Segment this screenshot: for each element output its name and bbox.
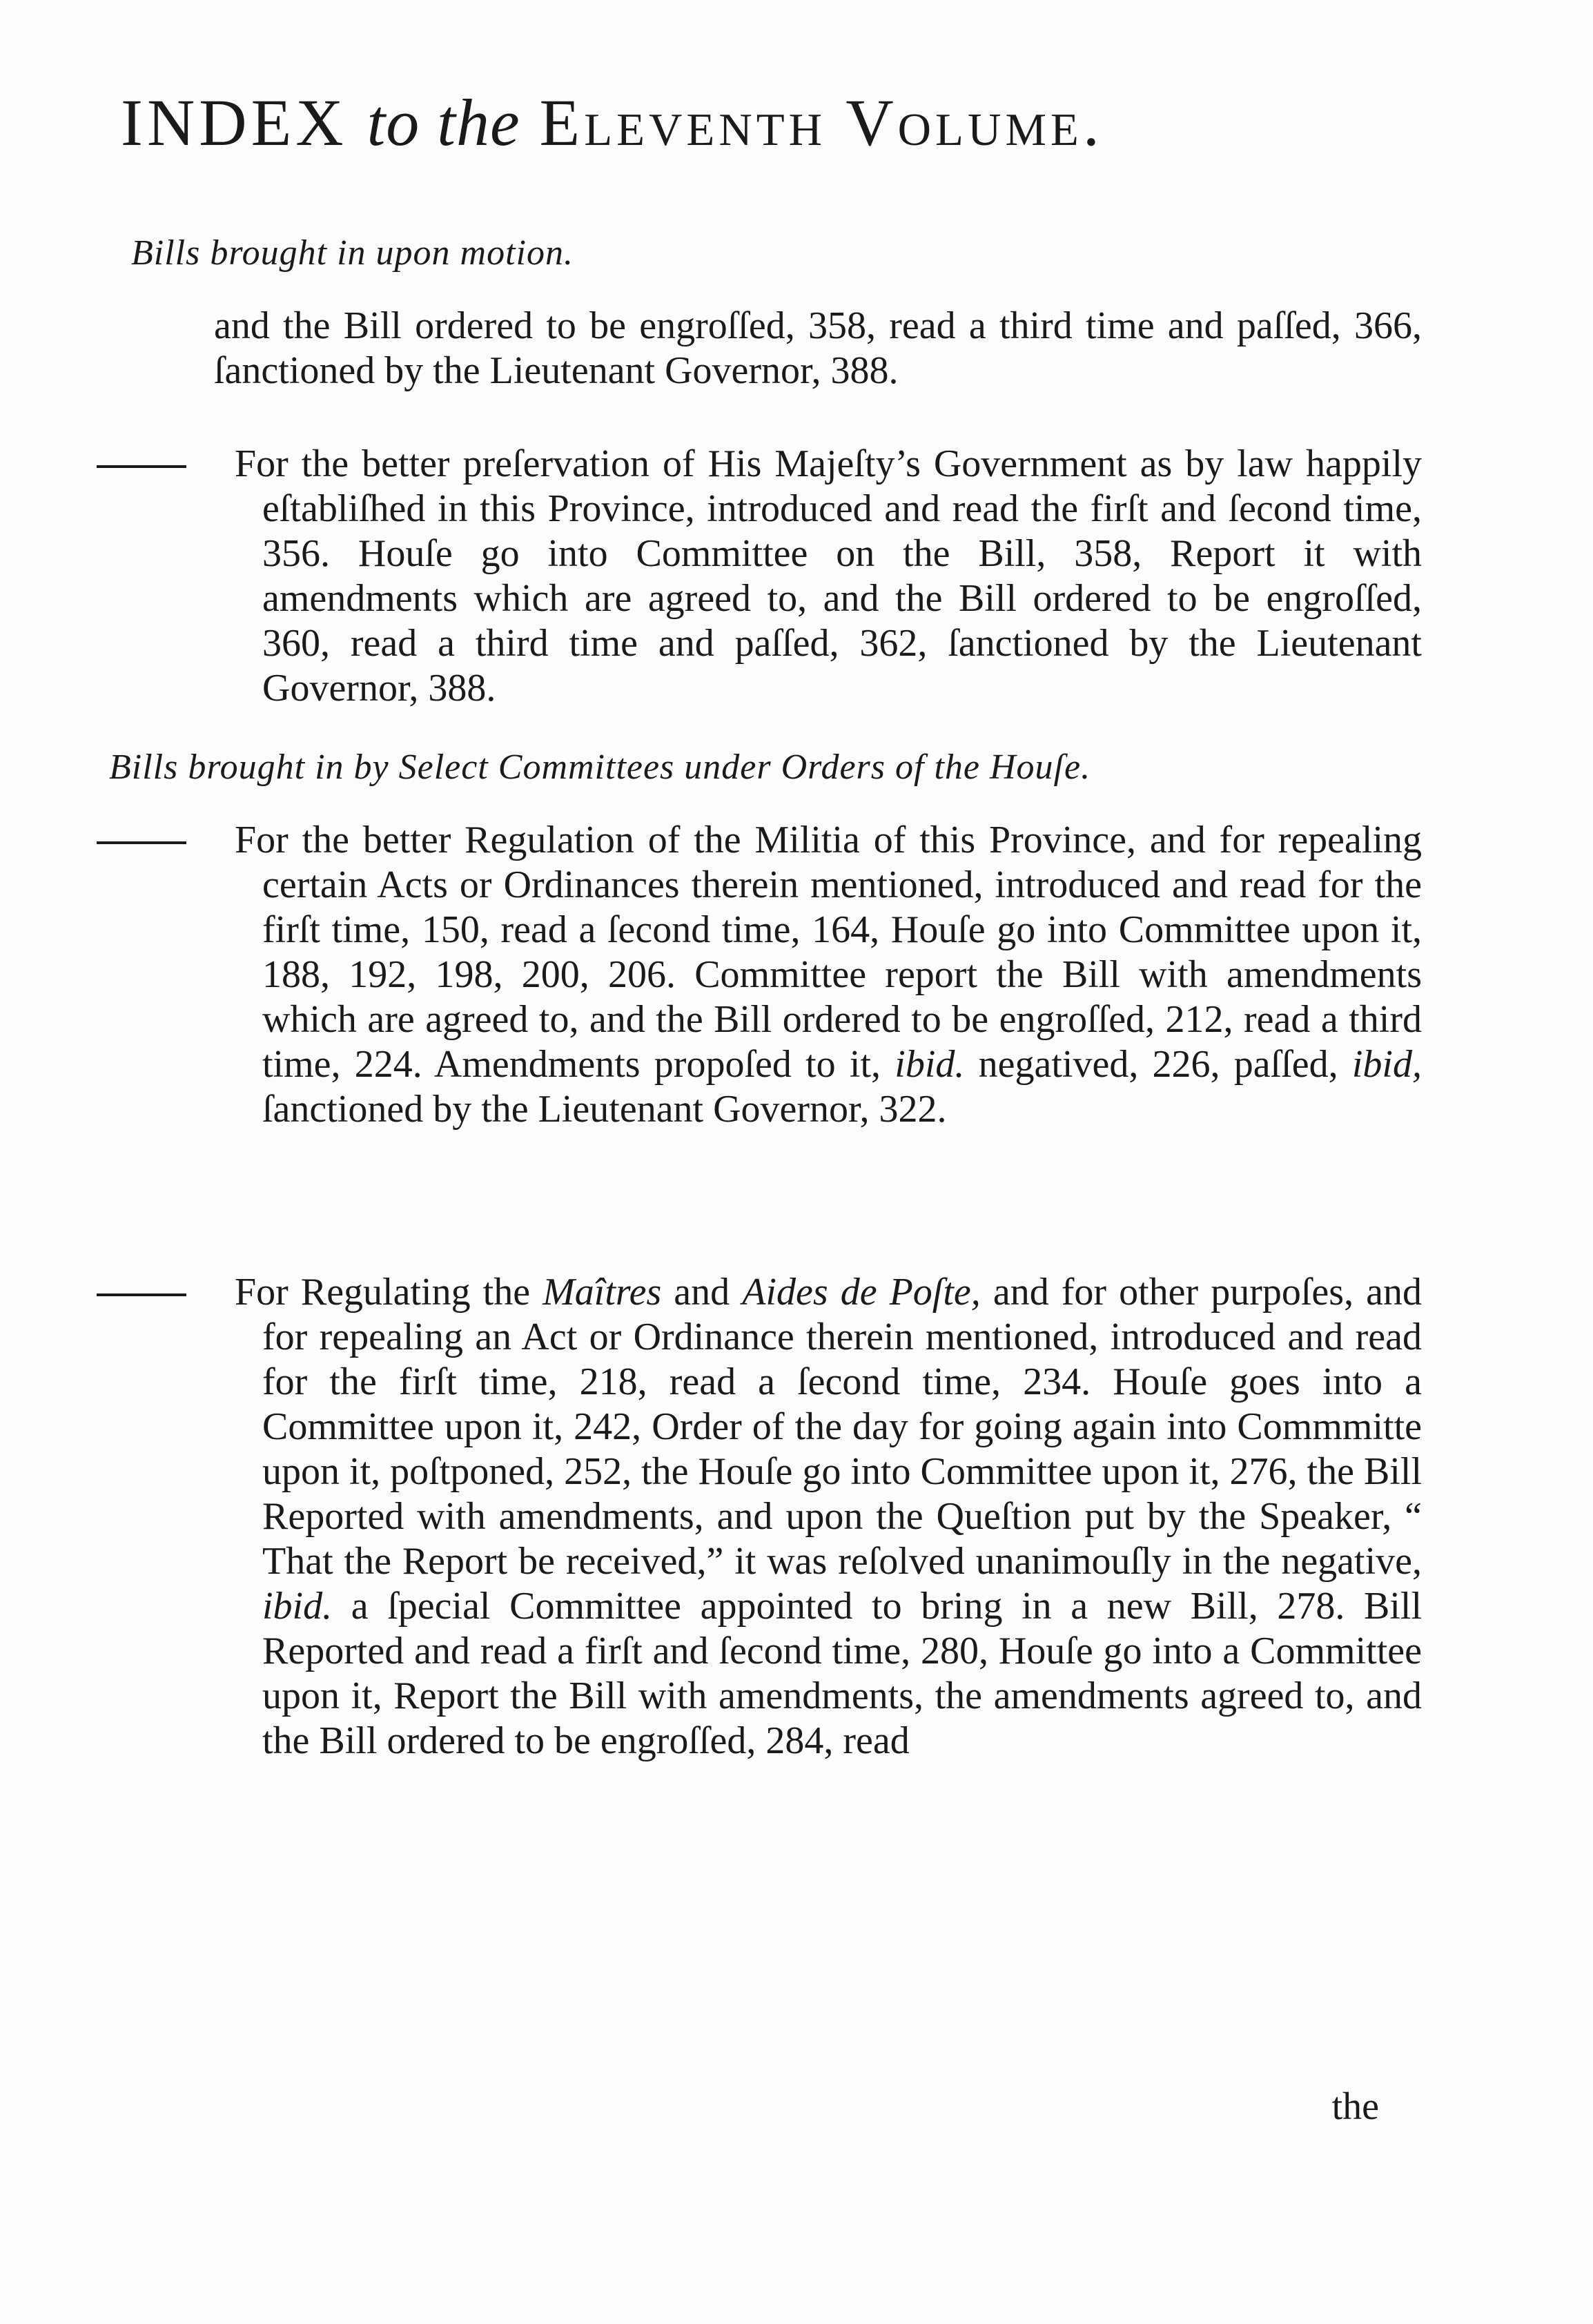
entry-dash — [97, 1293, 186, 1296]
entry-text-run: and for other purpoſes, and for repealing an Act or Ordinance therein mentioned, introduced and read for the firſt time, 218, read a ſecond time, 234. Houſe goes into a Committee upon it, 242, Order of the day for going again into Commmitte upon it, poſtponed, 252, the Houſe go into Committee upon it, 276, the Bill Reported with amendments, and upon the Queſtion put by the Speaker, “ That the Report be received,” it was reſolved unanimouſly in the negative, — [262, 1271, 1422, 1583]
entry-text-run: For Regulating the — [235, 1271, 543, 1314]
index-entry — [97, 304, 1422, 393]
entry-text — [235, 1270, 1422, 1764]
entry-text-italic: ibid. — [262, 1585, 333, 1628]
index-entry — [97, 442, 1422, 711]
entry-text-run: ſanctioned by the Lieutenant Governor, 322. — [262, 1088, 947, 1131]
index-word: INDEX — [121, 86, 348, 159]
entry-text-italic: ibid, — [1351, 1043, 1422, 1086]
entry-text-italic: ibid. — [895, 1043, 965, 1086]
volume-title: Eleventh Volume. — [539, 86, 1104, 159]
entry-text-run: negatived, 226, paſſed, — [964, 1043, 1352, 1086]
entry-text-italic: Maîtres — [543, 1271, 662, 1314]
index-entry — [97, 1270, 1422, 1764]
entry-text — [235, 818, 1422, 1132]
to-the: to the — [367, 86, 520, 159]
index-entry — [97, 818, 1422, 1132]
entry-text: For the better preſervation of His Majeſty’s Government as by law happily eſtabliſhed in this Province, introduced and read the firſt and ſecond time, 356. Houſe go into Committee on the Bill, 358, Report it with amendments which are agreed to, and the Bill ordered to be engroſſed, 360, read a third time and paſſed, 362, ſanctioned by the Lieutenant Governor, 388. — [235, 442, 1422, 710]
entry-text-run: a ſpecial Committee appointed to bring in a new Bill, 278. Bill Reported and read a firſt and ſecond time, 280, Houſe go into a Committee upon it, Report the Bill with amendments, the amendments agreed to, and the Bill ordered to be engroſſed, 284, read — [262, 1585, 1422, 1762]
entry-text-italic: Aides de Poſte, — [742, 1271, 981, 1314]
section-heading-motion: Bills brought in upon motion. — [131, 233, 574, 273]
running-head — [121, 81, 1432, 164]
section-heading-select-committees: Bills brought in by Select Committees under Orders of the Houſe. — [109, 748, 1091, 787]
entry-text: and the Bill ordered to be engroſſed, 358, read a third time and paſſed, 366, ſanctioned by the Lieutenant Governor, 388. — [214, 304, 1422, 392]
entry-dash — [97, 841, 186, 844]
entry-text-run: For the better Regulation of the Militia of this Province, and for repealing certain Acts or Ordinances therein mentioned, introduced and read for the firſt time, 150, read a ſecond time, 164, Houſe go into Committee upon it, 188, 192, 198, 200, 206. Committee report the Bill with amendments which are agreed to, and the Bill ordered to be engroſſed, 212, read a third time, 224. Amendments propoſed to it, — [235, 819, 1422, 1086]
entry-text-run: and — [661, 1271, 743, 1314]
catchword: the — [1331, 2085, 1379, 2128]
entry-dash — [97, 465, 186, 468]
